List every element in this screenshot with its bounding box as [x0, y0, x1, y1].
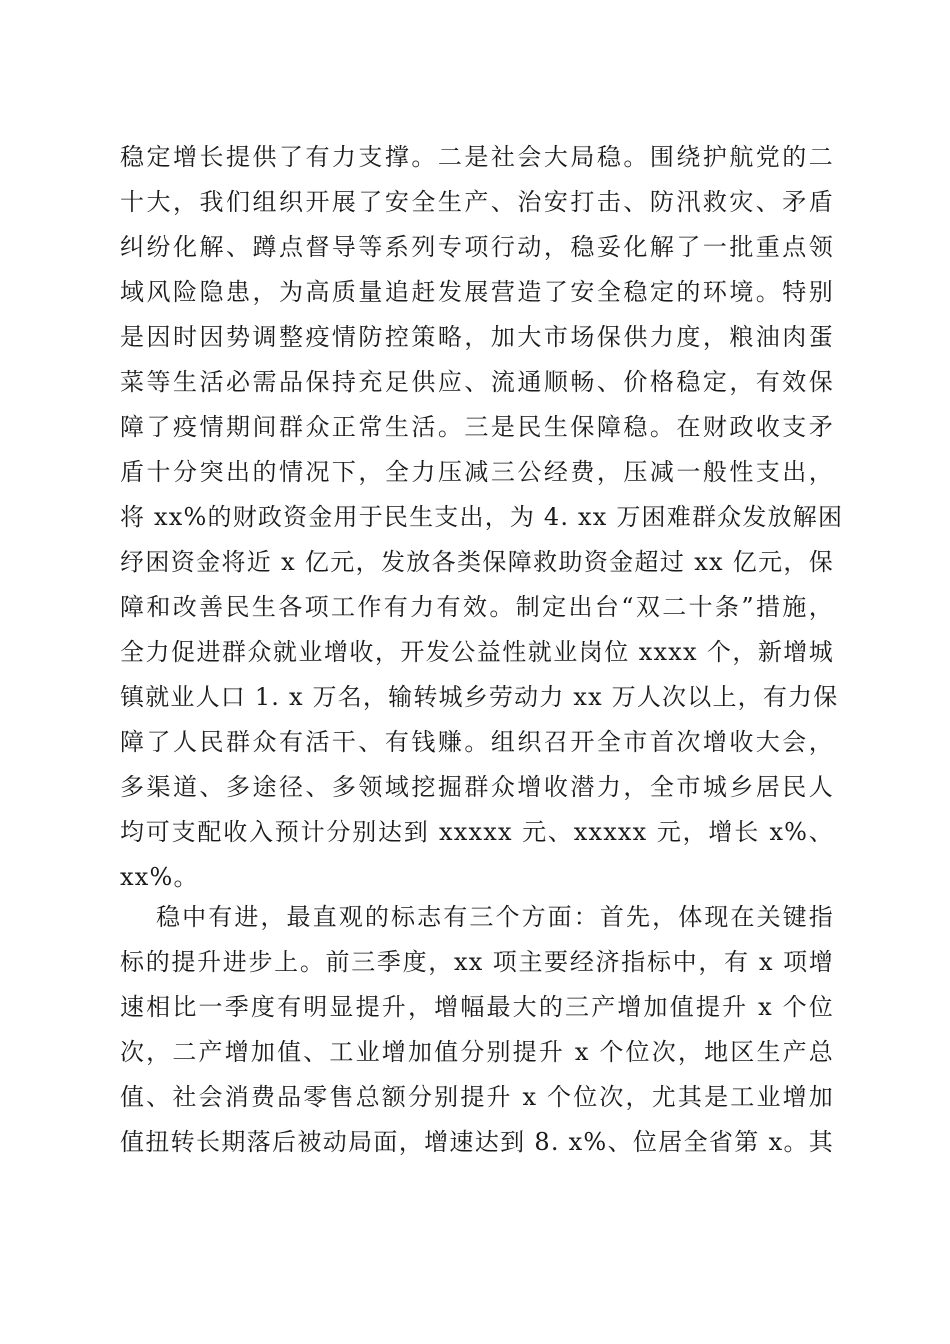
text-line: 标的提升进步上。前三季度，xx 项主要经济指标中，有 x 项增	[120, 948, 834, 976]
text-line: 将 xx%的财政资金用于民生支出，为 4. xx 万困难群众发放解困	[120, 503, 844, 531]
text-line: 障了疫情期间群众正常生活。三是民生保障稳。在财政收支矛	[120, 413, 834, 441]
text-line: 盾十分突出的情况下，全力压减三公经费，压减一般性支出，	[120, 458, 834, 486]
text-line: 纾困资金将近 x 亿元，发放各类保障救助资金超过 xx 亿元，保	[120, 548, 834, 576]
text-line: 菜等生活必需品保持充足供应、流通顺畅、价格稳定，有效保	[120, 368, 834, 396]
text-line: 全力促进群众就业增收，开发公益性就业岗位 xxxx 个，新增城	[120, 638, 834, 666]
text-line: 值扭转长期落后被动局面，增速达到 8. x%、位居全省第 x。其	[120, 1128, 834, 1156]
text-line: 值、社会消费品零售总额分别提升 x 个位次，尤其是工业增加	[120, 1083, 834, 1111]
text-line: 均可支配收入预计分别达到 xxxxx 元、xxxxx 元，增长 x%、	[120, 818, 834, 846]
text-line: 多渠道、多途径、多领域挖掘群众增收潜力，全市城乡居民人	[120, 773, 834, 801]
text-line: 镇就业人口 1. x 万名，输转城乡劳动力 xx 万人次以上，有力保	[120, 683, 839, 711]
text-line: 域风险隐患，为高质量追赶发展营造了安全稳定的环境。特别	[120, 278, 834, 306]
paragraph-1	[120, 135, 844, 900]
text-line: 稳定增长提供了有力支撑。二是社会大局稳。围绕护航党的二	[120, 143, 834, 171]
text-line: 稳中有进，最直观的标志有三个方面：首先，体现在关键指	[156, 903, 834, 931]
text-line: 次，二产增加值、工业增加值分别提升 x 个位次，地区生产总	[120, 1038, 834, 1066]
text-line: 十大，我们组织开展了安全生产、治安打击、防汛救灾、矛盾	[120, 188, 834, 216]
text-line: 障和改善民生各项工作有力有效。制定出台“双二十条”措施，	[120, 593, 834, 621]
text-line: xx%。	[120, 863, 199, 891]
text-line: 纠纷化解、蹲点督导等系列专项行动，稳妥化解了一批重点领	[120, 233, 834, 261]
text-line: 是因时因势调整疫情防控策略，加大市场保供力度，粮油肉蛋	[120, 323, 834, 351]
paragraph-2	[120, 895, 834, 1165]
text-line: 速相比一季度有明显提升，增幅最大的三产增加值提升 x 个位	[120, 993, 834, 1021]
text-line: 障了人民群众有活干、有钱赚。组织召开全市首次增收大会，	[120, 728, 834, 756]
